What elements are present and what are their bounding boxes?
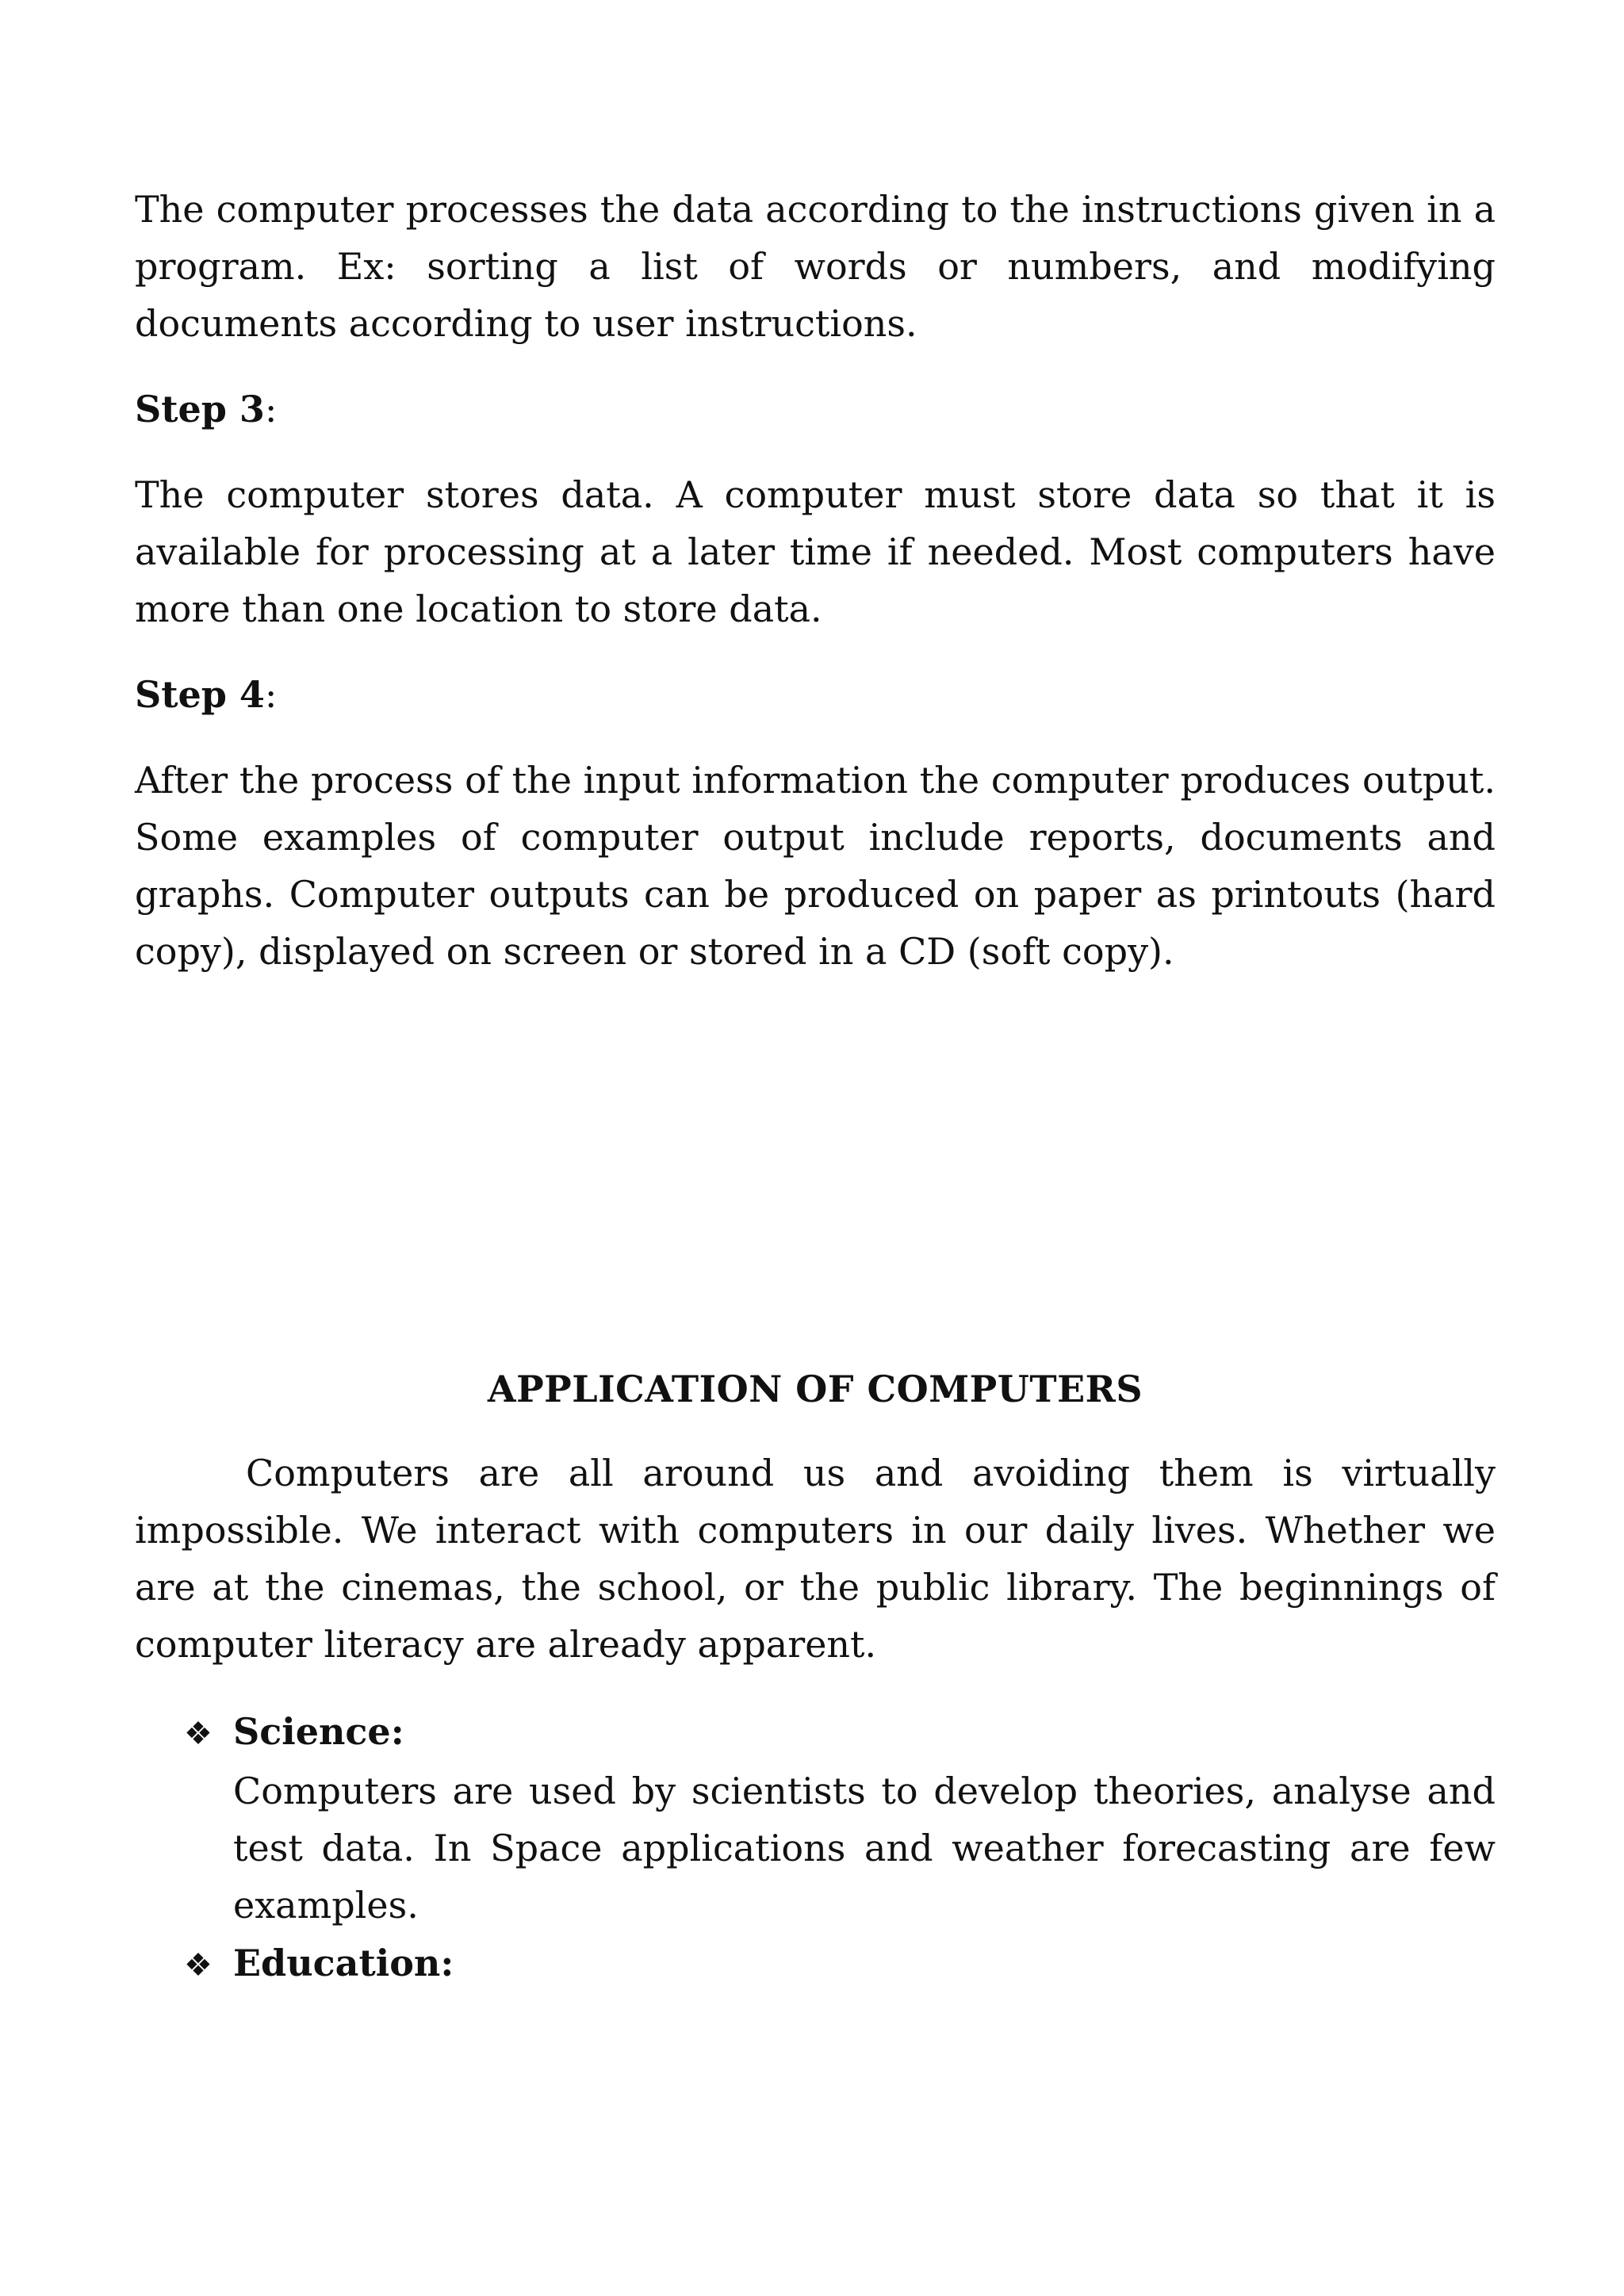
step-3-paragraph: The computer stores data. A computer must store data so that it is available for processing at a later time if needed. Most computers have more than one location to store data. [135,473,1496,630]
science-text: Computers are used by scientists to develop theories, analyse and test data. In Space applications and weather forecasting are few examples. [233,1770,1496,1927]
applications-intro: Computers are all around us and avoiding them is virtually impossible. We interact with computers in our daily lives. Whether we are at the cinemas, the school, or the public library. The beginnings of computer literacy are already apparent. [135,1452,1496,1666]
section-title: APPLICATION OF COMPUTERS [487,1368,1143,1410]
education-heading: Education: [233,1942,454,1984]
bullet-heading [184,1703,1496,1762]
intro-paragraph: The computer processes the data according to the instructions given in a program. Ex: sorting a list of words or numbers, and modifying documents according to user instructions. [135,188,1496,345]
diamond-bullet-icon: ❖ [184,1947,213,1984]
step-3-label: Step 3 [135,388,265,430]
step-4-colon: : [264,673,278,716]
bullet-science [184,1703,1496,1934]
step-4-heading [135,666,1496,723]
document-page [135,181,1496,1984]
science-heading: Science: [233,1710,404,1753]
step-3-colon: : [264,388,278,430]
step-3-heading [135,381,1496,438]
diamond-bullet-icon: ❖ [184,1716,213,1752]
step-4-paragraph: After the process of the input information the computer produces output. Some examples of computer output include reports, documents and graphs. Computer outputs can be produced on paper as printouts (hard copy), displayed on screen or stored in a CD (soft copy). [135,759,1496,973]
bullet-heading [184,1934,1496,1994]
bullet-education [184,1934,1496,1994]
step-4-label: Step 4 [135,673,265,716]
